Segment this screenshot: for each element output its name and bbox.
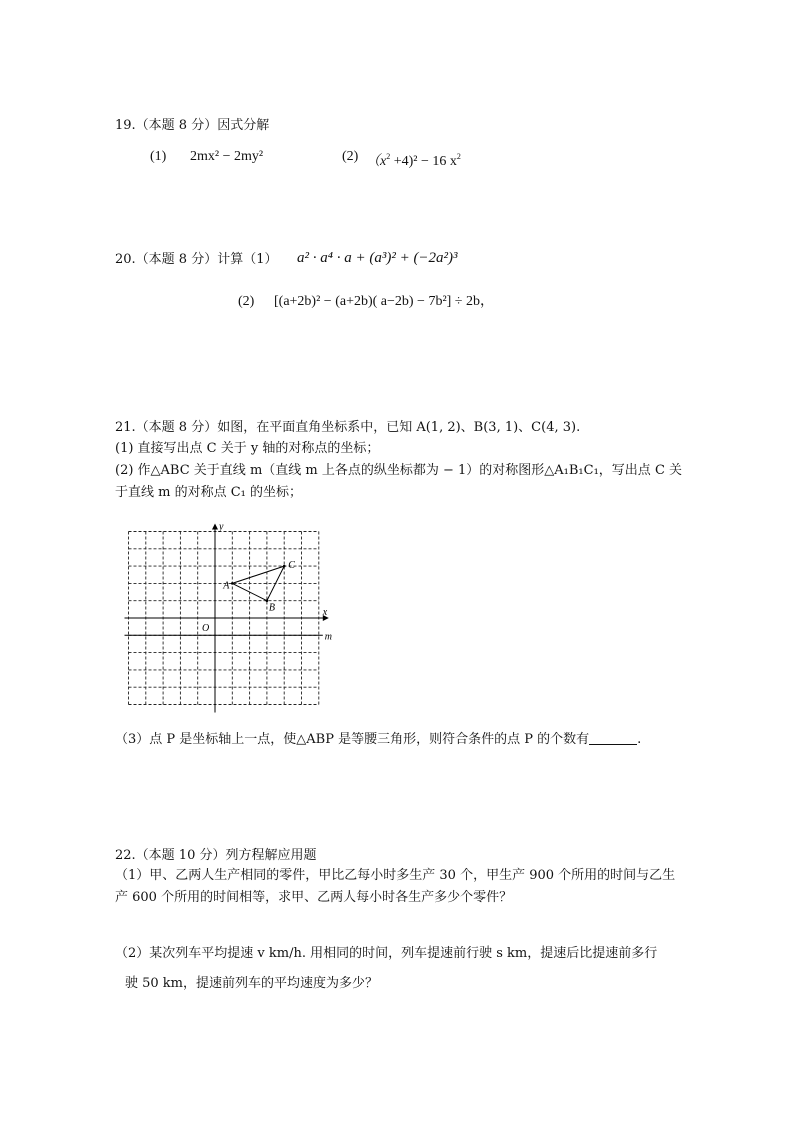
q19-part1-label: (1) [150,149,167,164]
q21-line2: (1) 直接写出点 C 关于 y 轴的对称点的坐标； [115,441,380,456]
q21-part3 [115,732,641,748]
y-axis-label: y [219,521,224,533]
x-axis-label: x [322,607,328,618]
answer-blank [589,732,637,745]
q22-title: 22.（本题 10 分）列方程解应用题 [115,848,317,863]
q20-part1-expr: a² · a⁴ · a + (a³)² + (−2a²)³ [297,250,458,266]
point-label-c: C [288,560,295,572]
line-m-label: m [324,631,333,643]
point-c [283,565,286,568]
point-b [266,599,269,602]
q20-part2-label: (2) [238,294,255,309]
point-label-b: B [268,602,276,614]
q19-part2-label: (2) [342,149,359,164]
q22-part1-line2: 产 600 个所用的时间相等，求甲、乙两人每小时各生产多少个零件？ [115,890,513,905]
q21-part3-end: . [637,732,642,747]
q19-title: 19.（本题 8 分）因式分解 [115,118,270,133]
q19-part1-expr: 2mx² − 2my² [190,149,264,164]
coordinate-grid-figure [110,510,350,720]
q22-part2-line2: 驶 50 km，提速前列车的平均速度为多少？ [125,976,379,991]
q21-line4: 于直线 m 的对称点 C₁ 的坐标； [115,485,303,500]
q21-part3-text: （3）点 P 是坐标轴上一点，使△ABP 是等腰三角形，则符合条件的点 P 的个数有 [115,732,590,747]
point-label-a: A [223,580,230,592]
q21-line1: 21.（本题 8 分）如图，在平面直角坐标系中，已知 A(1, 2)、B(3, 1)、C(4, 3). [115,420,581,435]
q20-title: 20.（本题 8 分）计算（1） [115,252,278,267]
y-axis-arrow [212,524,218,530]
q19-part2-expr-b: +4)² − 16 x [393,154,457,169]
q19-part2-expr-a: （x [366,154,387,169]
q21-line3: (2) 作△ABC 关于直线 m（直线 m 上各点的纵坐标都为 − 1）的对称图形△A₁B₁C₁，写出点 C 关 [115,463,683,478]
q22-part2-line1: （2）某次列车平均提速 v km/h. 用相同的时间，列车提速前行驶 s km，提速后比提速前多行 [115,946,658,961]
q19-part2-expr: $(x^2 +4)^2 - 16$ $x^2$ [366,152,461,169]
q20-part2-expr: [(a+2b)² − (a+2b)( a−2b) − 7b²] ÷ 2b， [274,294,494,309]
point-a [231,582,234,585]
origin-label: O [202,623,210,634]
q22-part1-line1: （1）甲、乙两人生产相同的零件，甲比乙每小时多生产 30 个，甲生产 900 个所用的时间与乙生 [115,868,676,883]
